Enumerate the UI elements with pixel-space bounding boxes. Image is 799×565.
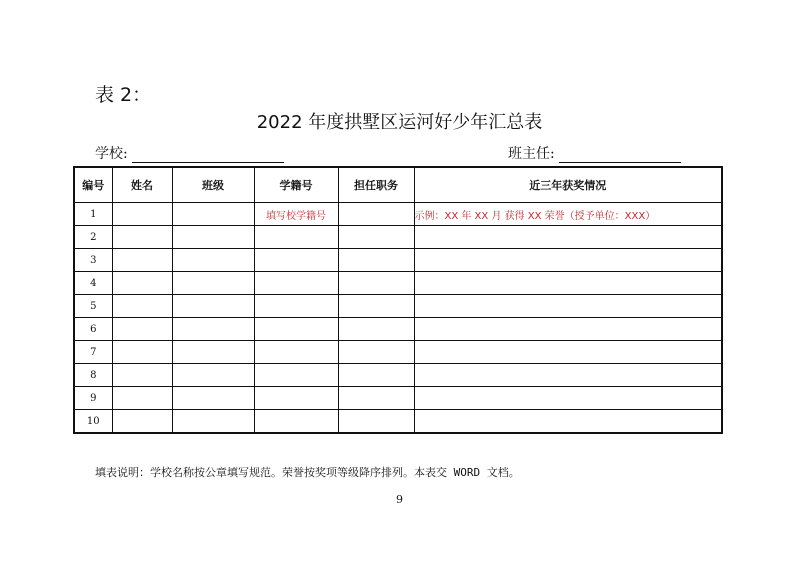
cell-name[interactable]: [112, 226, 172, 249]
cell-name[interactable]: [112, 364, 172, 387]
cell-name[interactable]: [112, 387, 172, 410]
cell-student-id[interactable]: [254, 318, 338, 341]
cell-number: 4: [74, 272, 112, 295]
school-field: [95, 143, 284, 163]
table-row: [74, 272, 722, 295]
cell-position[interactable]: [338, 318, 414, 341]
teacher-label: 班主任:: [508, 146, 555, 162]
cell-position[interactable]: [338, 387, 414, 410]
header-student-id: 学籍号: [254, 167, 338, 203]
cell-position[interactable]: [338, 272, 414, 295]
cell-student-id[interactable]: [254, 341, 338, 364]
cell-number: 5: [74, 295, 112, 318]
cell-number: 1: [74, 203, 112, 226]
cell-number: 6: [74, 318, 112, 341]
cell-number: 8: [74, 364, 112, 387]
cell-class[interactable]: [172, 203, 254, 226]
cell-awards[interactable]: [414, 295, 722, 318]
table-header-row: [74, 167, 722, 203]
cell-class[interactable]: [172, 410, 254, 434]
cell-name[interactable]: [112, 249, 172, 272]
cell-awards[interactable]: [414, 249, 722, 272]
cell-position[interactable]: [338, 364, 414, 387]
cell-name[interactable]: [112, 318, 172, 341]
table-row: [74, 318, 722, 341]
cell-awards[interactable]: [414, 226, 722, 249]
header-class: 班级: [172, 167, 254, 203]
cell-class[interactable]: [172, 295, 254, 318]
cell-awards[interactable]: [414, 272, 722, 295]
table-row: [74, 387, 722, 410]
cell-name[interactable]: [112, 272, 172, 295]
fill-instructions: 填表说明：学校名称按公章填写规范。荣誉按奖项等级降序排列。本表交 WORD 文档。: [95, 466, 520, 479]
table-row: [74, 249, 722, 272]
cell-student-id[interactable]: 填写校学籍号: [254, 203, 338, 226]
cell-position[interactable]: [338, 249, 414, 272]
cell-student-id[interactable]: [254, 226, 338, 249]
cell-position[interactable]: [338, 295, 414, 318]
cell-class[interactable]: [172, 249, 254, 272]
cell-position[interactable]: [338, 226, 414, 249]
cell-student-id[interactable]: [254, 272, 338, 295]
cell-name[interactable]: [112, 341, 172, 364]
school-blank-line[interactable]: [132, 148, 284, 163]
cell-student-id[interactable]: [254, 410, 338, 434]
cell-student-id[interactable]: [254, 249, 338, 272]
cell-class[interactable]: [172, 341, 254, 364]
cell-awards[interactable]: [414, 387, 722, 410]
cell-class[interactable]: [172, 364, 254, 387]
cell-number: 10: [74, 410, 112, 434]
cell-awards[interactable]: 示例：XX 年 XX 月 获得 XX 荣誉（授予单位：XXX）: [414, 203, 722, 226]
cell-student-id[interactable]: [254, 364, 338, 387]
cell-number: 3: [74, 249, 112, 272]
cell-position[interactable]: [338, 341, 414, 364]
cell-class[interactable]: [172, 226, 254, 249]
cell-awards[interactable]: [414, 341, 722, 364]
cell-class[interactable]: [172, 272, 254, 295]
cell-number: 2: [74, 226, 112, 249]
cell-name[interactable]: [112, 295, 172, 318]
header-name: 姓名: [112, 167, 172, 203]
table-row: [74, 203, 722, 226]
table-row: [74, 226, 722, 249]
cell-student-id[interactable]: [254, 295, 338, 318]
cell-name[interactable]: [112, 203, 172, 226]
school-label: 学校:: [95, 146, 128, 162]
header-number: 编号: [74, 167, 112, 203]
table-label: 表 2：: [95, 84, 152, 106]
cell-awards[interactable]: [414, 318, 722, 341]
cell-number: 9: [74, 387, 112, 410]
table-row: [74, 364, 722, 387]
table-row: [74, 295, 722, 318]
cell-class[interactable]: [172, 387, 254, 410]
table-row: [74, 341, 722, 364]
page-number: 9: [396, 493, 403, 506]
header-awards: 近三年获奖情况: [414, 167, 722, 203]
teacher-field: [508, 143, 681, 163]
cell-class[interactable]: [172, 318, 254, 341]
cell-awards[interactable]: [414, 410, 722, 434]
table-row: [74, 410, 722, 434]
cell-number: 7: [74, 341, 112, 364]
cell-position[interactable]: [338, 203, 414, 226]
cell-name[interactable]: [112, 410, 172, 434]
cell-position[interactable]: [338, 410, 414, 434]
teacher-blank-line[interactable]: [559, 148, 681, 163]
cell-student-id[interactable]: [254, 387, 338, 410]
summary-table: [73, 166, 723, 434]
document-title: 2022 年度拱墅区运河好少年汇总表: [256, 112, 543, 133]
header-position: 担任职务: [338, 167, 414, 203]
cell-awards[interactable]: [414, 364, 722, 387]
